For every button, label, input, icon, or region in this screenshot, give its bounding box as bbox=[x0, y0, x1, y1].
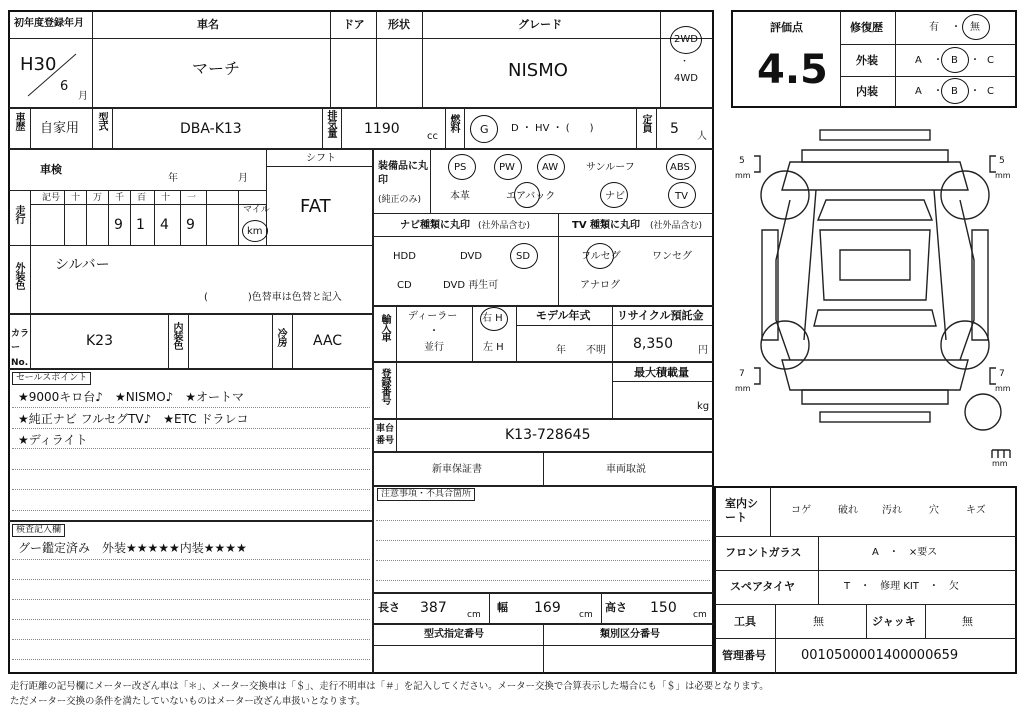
int-b: B bbox=[951, 86, 958, 97]
tv-fullseg: フルセグ bbox=[581, 251, 621, 262]
footer-line2: ただメーター交換の条件を満たしていないものはメーター改ざん車扱いとなります。 bbox=[10, 696, 366, 707]
ext-c: C bbox=[987, 55, 994, 66]
width-value: 169 bbox=[534, 600, 561, 616]
sales-rule bbox=[12, 428, 370, 429]
notes-rule bbox=[376, 520, 710, 521]
height-value: 150 bbox=[650, 600, 677, 616]
chassis-label: 車台番号 bbox=[376, 424, 395, 446]
drive-sep: ・ bbox=[680, 57, 690, 67]
car-name-label: 車名 bbox=[197, 18, 219, 31]
car-damage-diagram bbox=[730, 120, 1020, 480]
reg-year-label: 初年度登録年月 bbox=[14, 18, 84, 29]
mm5-left: 5 bbox=[739, 156, 745, 166]
length-value: 387 bbox=[420, 600, 447, 616]
check-tag: 検査記入欄 bbox=[12, 524, 65, 537]
tv-title: TV 種類に丸印 bbox=[572, 220, 641, 231]
tools-value: 無 bbox=[813, 615, 824, 628]
sales-rule bbox=[12, 407, 370, 408]
navi-dvd-play: DVD 再生可 bbox=[443, 280, 499, 291]
notes-rule bbox=[376, 560, 710, 561]
inspect-year: 年 bbox=[168, 173, 178, 184]
chassis-value: K13-728645 bbox=[505, 427, 591, 443]
score-label: 評価点 bbox=[770, 21, 803, 34]
jack-label: ジャッキ bbox=[872, 615, 916, 628]
width-label: 幅 bbox=[497, 601, 508, 614]
height-unit: cm bbox=[693, 610, 707, 620]
equip-label: 装備品に丸印 bbox=[378, 161, 428, 186]
manual-label: 車両取説 bbox=[606, 464, 646, 475]
equip-aw: AW bbox=[542, 162, 559, 173]
drive-2wd: 2WD bbox=[674, 34, 698, 45]
room-item: コゲ bbox=[791, 505, 811, 516]
odo-divider bbox=[180, 190, 181, 245]
int-dot1: ・ bbox=[933, 86, 943, 97]
recycle-label: リサイクル預託金 bbox=[617, 309, 704, 322]
use-label: 車歴 bbox=[13, 112, 24, 130]
footer-line1: 走行距離の記号欄にメーター改ざん車は「＊」、メーター交換車は「＄」、走行不明車は「＃」を記入してください。メーター交換で合算表示した場合にも「＄」は必要となります。 bbox=[10, 681, 769, 692]
length-label: 長さ bbox=[378, 601, 400, 614]
odo-header: 十 bbox=[71, 193, 81, 203]
odo-digit: 9 bbox=[186, 217, 195, 233]
tv-analog: アナログ bbox=[580, 280, 620, 291]
shift-label: シフト bbox=[306, 153, 336, 164]
cap-unit: 人 bbox=[697, 131, 707, 142]
repair-dot: ・ bbox=[951, 22, 961, 33]
ext-dot2: ・ bbox=[970, 55, 980, 66]
odo-divider bbox=[238, 190, 239, 245]
spare-label: スペアタイヤ bbox=[730, 580, 796, 593]
main-form-frame bbox=[8, 10, 714, 674]
glass-label: フロントガラス bbox=[725, 546, 802, 559]
model-year-unknown: 不明 bbox=[586, 345, 606, 356]
odo-mile: マイル bbox=[243, 205, 270, 215]
car-name: マーチ bbox=[192, 59, 241, 78]
reg-month: 6 bbox=[60, 79, 69, 94]
mm5-right: 5 bbox=[999, 156, 1005, 166]
odo-header: 千 bbox=[115, 193, 125, 203]
sales-line: ★9000キロ台♪ ★NISMO♪ ★オートマ bbox=[18, 390, 245, 404]
navi-sd: SD bbox=[516, 251, 531, 262]
odo-km: km bbox=[247, 226, 263, 237]
max-load-unit: kg bbox=[697, 401, 710, 412]
shift-value: FAT bbox=[300, 196, 331, 217]
equip-pw: PW bbox=[499, 162, 515, 173]
color-no-value: K23 bbox=[86, 333, 113, 349]
parallel-label: 並行 bbox=[424, 342, 444, 353]
odo-label: 走行 bbox=[13, 205, 24, 223]
color-value: シルバー bbox=[55, 257, 110, 273]
repair-no: 無 bbox=[970, 22, 980, 33]
check-rule bbox=[12, 559, 370, 560]
mm-bottom-unit: mm bbox=[992, 459, 1008, 468]
check-rule bbox=[12, 579, 370, 580]
odo-divider bbox=[108, 190, 109, 245]
ac-label: 冷房 bbox=[275, 328, 286, 346]
repair-yes: 有 bbox=[929, 22, 939, 33]
sales-rule bbox=[12, 469, 370, 470]
mm7-right-unit: mm bbox=[995, 384, 1011, 393]
fuel-label: 燃料 bbox=[448, 114, 459, 132]
left-h: 左 H bbox=[483, 342, 504, 353]
odo-digit: 4 bbox=[160, 217, 169, 233]
odo-header: 記号 bbox=[42, 193, 61, 203]
check-rule bbox=[12, 639, 370, 640]
height-label: 高さ bbox=[605, 601, 627, 614]
equip-leather: 本革 bbox=[450, 191, 470, 202]
reg-slash bbox=[24, 50, 80, 100]
max-load-label: 最大積載量 bbox=[634, 366, 689, 379]
length-unit: cm bbox=[467, 610, 481, 620]
use-value: 自家用 bbox=[40, 121, 80, 136]
check-line: グー鑑定済み 外装★★★★★内装★★★★ bbox=[18, 541, 247, 555]
room-item: キズ bbox=[966, 505, 986, 516]
ext-dot1: ・ bbox=[933, 55, 943, 66]
drive-4wd: 4WD bbox=[674, 73, 698, 84]
interior-color-label: 内装色 bbox=[171, 322, 182, 349]
score-value: 4.5 bbox=[757, 47, 828, 93]
grade-label: グレード bbox=[518, 18, 562, 31]
dealer-dot: ・ bbox=[429, 326, 439, 337]
reg-month-unit: 月 bbox=[78, 91, 88, 102]
recycle-value: 8,350 bbox=[633, 336, 674, 352]
width-unit: cm bbox=[579, 610, 593, 620]
interior-label: 内装 bbox=[856, 85, 878, 98]
cap-label: 定員 bbox=[640, 114, 651, 132]
warranty-label: 新車保証書 bbox=[432, 464, 482, 475]
exterior-label: 外装 bbox=[856, 54, 878, 67]
navi-hdd: HDD bbox=[393, 251, 416, 262]
odo-header: 十 bbox=[161, 193, 171, 203]
int-a: A bbox=[915, 86, 922, 97]
tv-sub: (社外品含む) bbox=[650, 221, 703, 231]
navi-dvd: DVD bbox=[460, 251, 483, 262]
disp-unit: cc bbox=[427, 131, 438, 142]
equip-sunroof: サンルーフ bbox=[586, 162, 635, 173]
tools-label: 工具 bbox=[734, 615, 756, 628]
model-value: DBA-K13 bbox=[180, 121, 242, 137]
odo-digit: 9 bbox=[114, 217, 123, 233]
class-no-label: 類別区分番号 bbox=[600, 629, 660, 640]
door-label: ドア bbox=[343, 18, 365, 31]
mm7-left: 7 bbox=[739, 369, 745, 379]
odo-header: 一 bbox=[187, 193, 197, 203]
equip-airbag: エアバック bbox=[506, 191, 556, 202]
color-no-label: カラーNo. bbox=[11, 329, 30, 368]
notes-tag: 注意事項・不具合箇所 bbox=[377, 488, 475, 501]
sales-rule bbox=[12, 448, 370, 449]
sales-rule bbox=[12, 489, 370, 490]
equip-abs: ABS bbox=[670, 162, 690, 173]
disp-label: 排気量 bbox=[325, 110, 336, 137]
odo-digit: 1 bbox=[136, 217, 145, 233]
sales-line: ★純正ナビ フルセグTV♪ ★ETC ドラレコ bbox=[18, 411, 249, 426]
dealer-label: ディーラー bbox=[408, 311, 458, 322]
mm7-right: 7 bbox=[999, 369, 1005, 379]
notes-rule bbox=[376, 540, 710, 541]
grade-value: NISMO bbox=[508, 60, 568, 81]
mm5-left-unit: mm bbox=[735, 171, 751, 180]
check-rule bbox=[12, 659, 370, 660]
fuel-g: G bbox=[480, 123, 489, 136]
inspect-label: 車検 bbox=[40, 163, 62, 176]
ac-value: AAC bbox=[313, 333, 343, 349]
model-label: 型式 bbox=[96, 112, 107, 130]
reg-era: H30 bbox=[20, 54, 57, 75]
disp-value: 1190 bbox=[364, 121, 400, 137]
recycle-unit: 円 bbox=[698, 345, 708, 356]
reg-no-label: 登録番号 bbox=[379, 368, 390, 404]
inspect-month: 月 bbox=[238, 173, 248, 184]
navi-title: ナビ種類に丸印 bbox=[400, 220, 470, 231]
equip-sub: (純正のみ) bbox=[378, 195, 422, 205]
room-item: 穴 bbox=[929, 505, 939, 516]
fuel-rest: D ・ HV ・ ( ) bbox=[511, 123, 594, 134]
type-no-label: 型式指定番号 bbox=[424, 629, 484, 640]
navi-sub: (社外品含む) bbox=[478, 221, 531, 231]
odo-divider bbox=[86, 190, 87, 245]
mm7-left-unit: mm bbox=[735, 384, 751, 393]
equip-tv: TV bbox=[675, 191, 688, 202]
navi-cd: CD bbox=[397, 280, 412, 291]
color-note: ( )色替車は色替と記入 bbox=[204, 292, 342, 303]
model-year-year: 年 bbox=[556, 345, 566, 356]
cap-value: 5 bbox=[670, 121, 679, 137]
mgmt-value: 0010500001400000659 bbox=[801, 648, 959, 663]
ext-b: B bbox=[951, 55, 958, 66]
mm5-right-unit: mm bbox=[995, 171, 1011, 180]
room-item: 破れ bbox=[838, 505, 858, 516]
odo-header: 百 bbox=[137, 193, 147, 203]
odo-divider bbox=[130, 190, 131, 245]
room-label: 室内シート bbox=[725, 497, 758, 525]
repair-label: 修復歴 bbox=[850, 21, 883, 34]
equip-ps: PS bbox=[454, 162, 467, 173]
int-dot2: ・ bbox=[970, 86, 980, 97]
check-rule bbox=[12, 619, 370, 620]
model-year-label: モデル年式 bbox=[536, 309, 591, 322]
check-rule bbox=[12, 599, 370, 600]
mgmt-label: 管理番号 bbox=[722, 649, 766, 662]
odo-divider bbox=[206, 190, 207, 245]
equip-navi: ナビ bbox=[605, 191, 625, 202]
room-item: 汚れ bbox=[882, 505, 902, 516]
odo-divider bbox=[154, 190, 155, 245]
odo-divider bbox=[64, 190, 65, 245]
notes-rule bbox=[376, 580, 710, 581]
sales-tag: セールスポイント bbox=[12, 372, 91, 385]
import-label: 輸入車 bbox=[379, 314, 390, 341]
sales-rule bbox=[12, 510, 370, 511]
ext-a: A bbox=[915, 55, 922, 66]
tv-oneseg: ワンセグ bbox=[652, 251, 692, 262]
odo-header: 万 bbox=[93, 193, 103, 203]
jack-value: 無 bbox=[962, 615, 973, 628]
int-c: C bbox=[987, 86, 994, 97]
spare-value: T ・ 修理 KIT ・ 欠 bbox=[844, 581, 959, 592]
right-h: 右 H bbox=[482, 313, 503, 324]
form-label: 形状 bbox=[388, 18, 410, 31]
sales-line: ★ディライト bbox=[18, 433, 88, 447]
glass-value: A ・ ×要ス bbox=[872, 547, 938, 558]
color-label: 外装色 bbox=[13, 262, 24, 289]
